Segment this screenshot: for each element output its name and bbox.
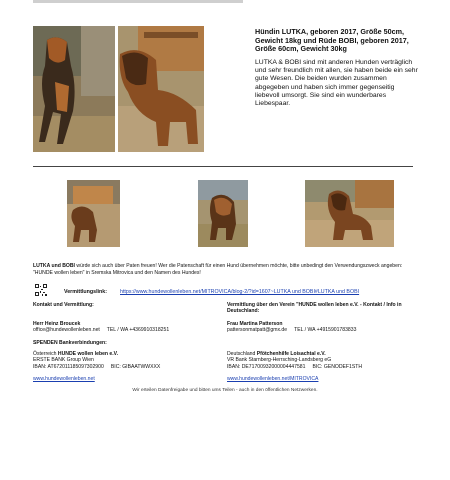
- header-fragment: [33, 0, 243, 3]
- sponsor-dog-names: LUTKA und BOBI: [33, 263, 75, 269]
- photo-small-2: [198, 180, 248, 247]
- bank-left-link[interactable]: www.hundewollenleben.net: [33, 376, 95, 382]
- photo-small-1: [67, 180, 120, 247]
- contact-right-name: Frau Martina Patterson: [227, 321, 283, 327]
- divider: [33, 166, 413, 167]
- bank-right-line3: IBAN: DE71700932000004447581 BIC: GENODEF1STH: [227, 363, 363, 370]
- bank-left-line3: IBAN: AT672011185097302900 BIC: GIBAATWWXXX: [33, 363, 161, 370]
- bank-heading: SPENDEN Bankverbindungen:: [33, 340, 107, 346]
- contact-right-heading: Vermittlung über den Verein "HUNDE wollen leben e.V. - Kontakt / Info in Deutschland:: [227, 302, 402, 315]
- qr-code-icon: [35, 283, 47, 295]
- mediation-link[interactable]: https://www.hundewollenleben.net/MITROVICA/blog-2/?id=1607~LUTKA und BOBI#LUTKA und BOBI: [120, 289, 360, 295]
- bank-right: [227, 351, 422, 370]
- sponsor-text: würde sich auch über Paten freuen! Wer die Patenschaft für einen Hund übernehmen möchte, bitte unbedingt den Verwendungszweck angeben: "HUNDE wollen leben" in Sremska Mitrovica und den Namen des Hundes!: [33, 263, 403, 276]
- photo-bobi: [118, 26, 204, 152]
- contact-left-line: office@hundewollenleben.net TEL / WA +4369910318251: [33, 327, 170, 333]
- bank-left: [33, 351, 218, 370]
- contact-right-line: pattersonmatpatt@gmx.de TEL / WA +4915901783833: [227, 327, 357, 333]
- bank-left-line2: ERSTE BANK Group Wien: [33, 357, 94, 364]
- contact-left-name: Herr Heinz Broucek: [33, 321, 81, 327]
- contact-left-heading: Kontakt und Vermittlung:: [33, 302, 94, 308]
- intro-body: LUTKA & BOBI sind mit anderen Hunden verträglich und sehr freundlich mit allen, sie haben beide ein sehr gute Wesen. Die beiden wurden zusammen abgegeben und haben sich immer gegenseitig liebevoll umsorgt. Sie sind ein wunderbares Liebespaar.: [255, 59, 418, 108]
- sponsor-paragraph: [33, 263, 423, 276]
- bank-right-link[interactable]: www.hundewollenleben.net/MITROVICA: [227, 376, 319, 382]
- mediation-label: Vermittlungslink:: [64, 289, 107, 295]
- photo-small-3: [305, 180, 394, 247]
- bank-right-line2: VR Bank Starnberg-Herrsching-Landsberg eG: [227, 357, 332, 364]
- intro-title: Hündin LUTKA, geboren 2017, Größe 50cm, Gewicht 18kg und Rüde BOBI, geboren 2017, Größe 60cm, Gewicht 30kg: [255, 27, 409, 54]
- photo-lutka: [33, 26, 115, 152]
- footer-note: Wir erteilen Datenfreigabe und bitten ums Teilen - auch in den öffentlichen Netzwerken.: [132, 388, 318, 393]
- bank-right-line1: Deutschland Pfötchenhilfe Loisachtal e.V.: [227, 351, 326, 357]
- bank-left-line1: Österreich HUNDE wollen leben e.V.: [33, 351, 119, 357]
